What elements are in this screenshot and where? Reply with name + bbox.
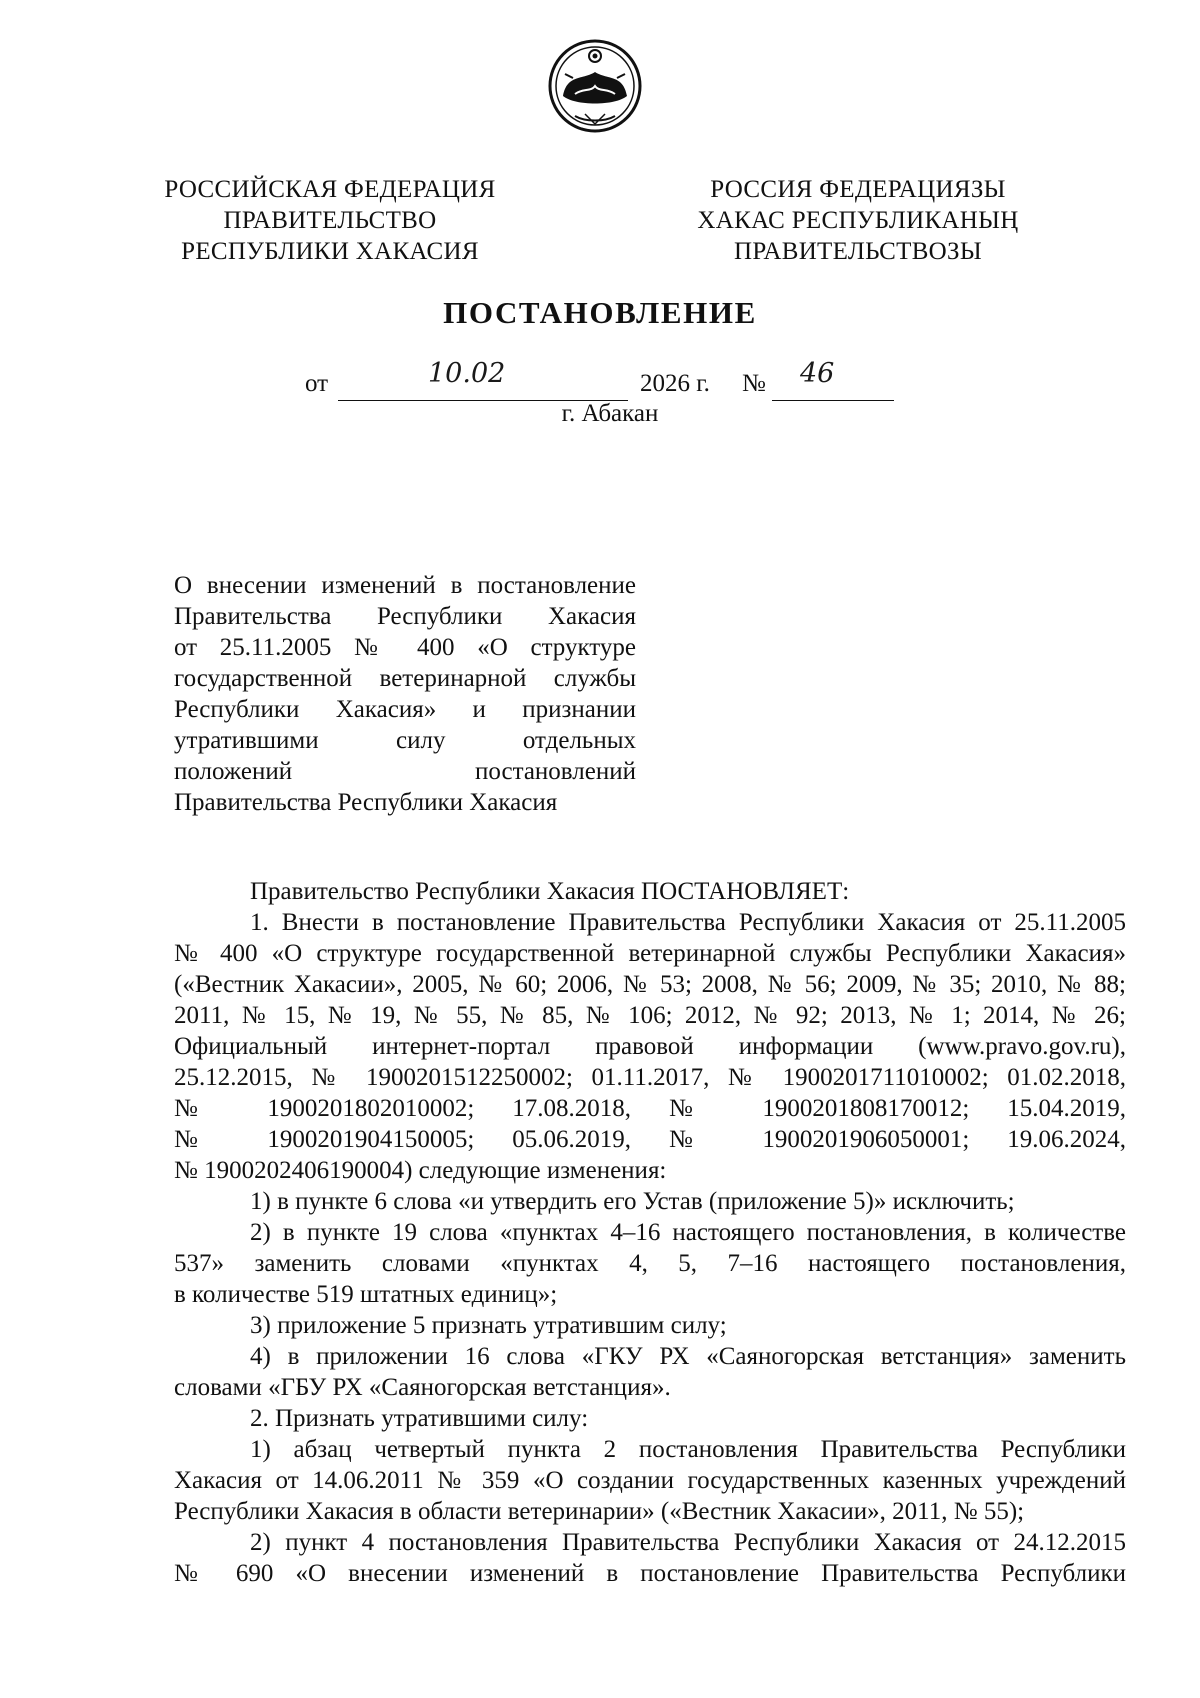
header-line: ХАКАС РЕСПУБЛИКАНЫҢ — [697, 207, 1019, 234]
body-line: 2) пункт 4 постановления Правительства Республики Хакасия от 24.12.2015 — [250, 1529, 1126, 1556]
body-line: словами «ГБУ РХ «Саяногорская ветстанция». — [174, 1374, 671, 1401]
subject-line: утратившими силу отдельных — [174, 727, 636, 754]
number-underline — [772, 400, 894, 401]
body-line: 1) в пункте 6 слова «и утвердить его Устав (приложение 5)» исключить; — [250, 1188, 1015, 1215]
document-subject — [174, 570, 636, 818]
subject-line: положений постановлений — [174, 758, 636, 785]
year-label: 2026 г. — [640, 370, 710, 397]
body-line: Правительство Республики Хакасия ПОСТАНОВЛЯЕТ: — [250, 878, 850, 905]
from-label: от — [305, 370, 329, 397]
body-line: 537» заменить словами «пунктах 4, 5, 7–16 настоящего постановления, — [174, 1250, 1126, 1277]
body-line: № 1900201904150005; 05.06.2019, № 1900201906050001; 19.06.2024, — [174, 1126, 1126, 1153]
handwritten-date: 10.02 — [428, 358, 506, 389]
handwritten-number: 46 — [800, 358, 835, 389]
subject-line: Правительства Республики Хакасия — [174, 603, 636, 630]
body-line: № 1900201802010002; 17.08.2018, № 1900201808170012; 15.04.2019, — [174, 1095, 1126, 1122]
header-khakas — [668, 174, 1048, 267]
header-line: РОССИЙСКАЯ ФЕДЕРАЦИЯ — [164, 176, 496, 203]
subject-line: Республики Хакасия» и признании — [174, 696, 636, 723]
body-line: 1) абзац четвертый пункта 2 постановления Правительства Республики — [250, 1436, 1126, 1463]
body-line: № 690 «О внесении изменений в постановление Правительства Республики — [174, 1560, 1126, 1587]
dateline — [0, 358, 1200, 398]
body-line: 1. Внести в постановление Правительства Республики Хакасия от 25.11.2005 — [250, 909, 1126, 936]
subject-line: государственной ветеринарной службы — [174, 665, 636, 692]
body-line: в количестве 519 штатных единиц»; — [174, 1281, 558, 1308]
body-line: 3) приложение 5 признать утратившим силу; — [250, 1312, 727, 1339]
body-line: Республики Хакасия в области ветеринарии» («Вестник Хакасии», 2011, № 55); — [174, 1498, 1025, 1525]
body-line: № 400 «О структуре государственной ветеринарной службы Республики Хакасия» — [174, 940, 1126, 967]
body-line: Хакасия от 14.06.2011 № 359 «О создании государственных казенных учреждений — [174, 1467, 1126, 1494]
subject-line: от 25.11.2005 № 400 «О структуре — [174, 634, 636, 661]
body-line: 25.12.2015, № 1900201512250002; 01.11.2017, № 1900201711010002; 01.02.2018, — [174, 1064, 1126, 1091]
emblem-icon — [545, 34, 645, 134]
subject-line: Правительства Республики Хакасия — [174, 789, 558, 816]
body-line: 2) в пункте 19 слова «пунктах 4–16 настоящего постановления, в количестве — [250, 1219, 1126, 1246]
header-line: РОССИЯ ФЕДЕРАЦИЯЗЫ — [710, 176, 1006, 203]
body-line: 4) в приложении 16 слова «ГКУ РХ «Саяногорская ветстанция» заменить — [250, 1343, 1126, 1370]
header-line: ПРАВИТЕЛЬСТВО — [223, 207, 437, 234]
document-title: ПОСТАНОВЛЕНИЕ — [443, 295, 757, 330]
header-russian — [140, 174, 520, 267]
body-line: № 1900202406190004) следующие изменения: — [174, 1157, 667, 1184]
header-line: РЕСПУБЛИКИ ХАКАСИЯ — [181, 238, 479, 265]
city-label: г. Абакан — [561, 400, 659, 427]
body-line: Официальный интернет-портал правовой информации (www.pravo.gov.ru), — [174, 1033, 1126, 1060]
header-line: ПРАВИТЕЛЬСТВОЗЫ — [734, 238, 982, 265]
coat-of-arms-emblem — [545, 34, 645, 134]
number-label: № — [742, 370, 766, 397]
body-line: 2011, № 15, № 19, № 55, № 85, № 106; 2012, № 92; 2013, № 1; 2014, № 26; — [174, 1002, 1126, 1029]
body-line: («Вестник Хакасии», 2005, № 60; 2006, № 53; 2008, № 56; 2009, № 35; 2010, № 88; — [174, 971, 1126, 998]
subject-line: О внесении изменений в постановление — [174, 572, 636, 599]
document-body — [174, 876, 1126, 1589]
body-line: 2. Признать утратившими силу: — [250, 1405, 589, 1432]
